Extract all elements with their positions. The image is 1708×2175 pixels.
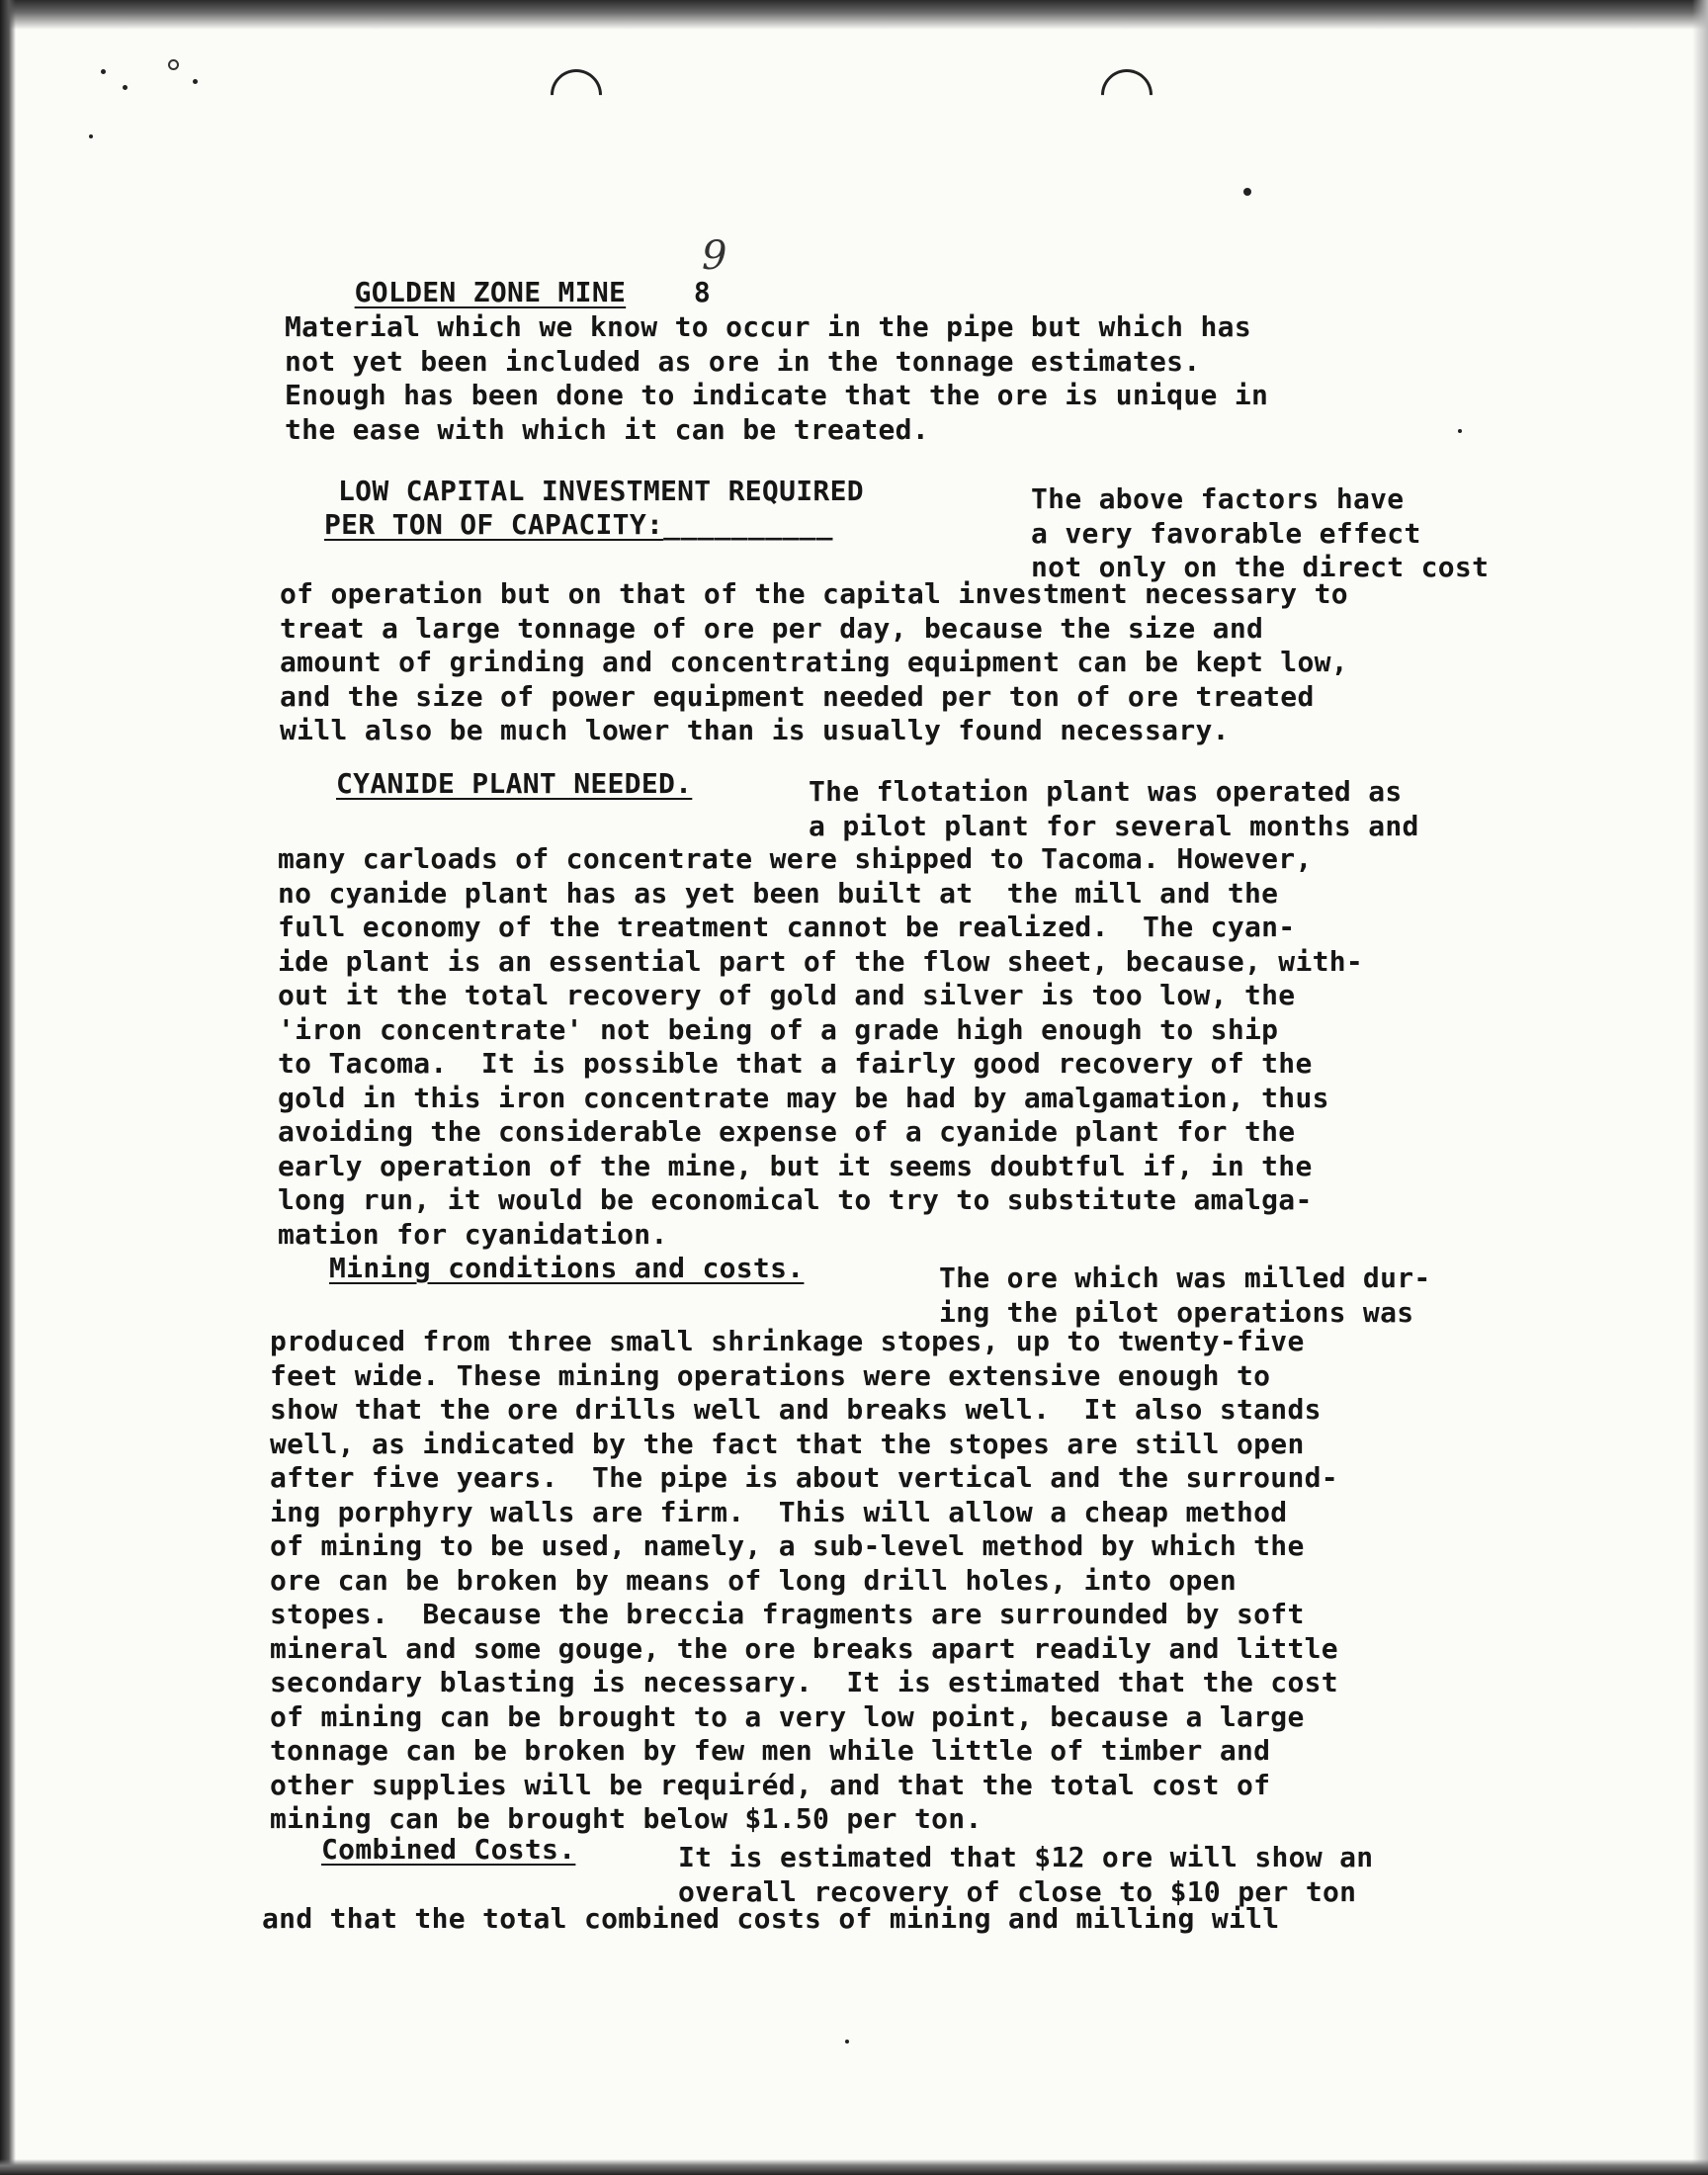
section-heading-capital-2: PER TON OF CAPACITY:__________ [324, 508, 833, 541]
document-title: GOLDEN ZONE MINE [354, 275, 627, 308]
section-side-text-combined [678, 1841, 1373, 1909]
section-heading-mining [329, 1252, 804, 1286]
text-line: a pilot plant for several months and [809, 809, 1419, 842]
section-heading-cyanide [336, 767, 692, 802]
text-line: no cyanide plant has as yet been built at the mill and the [278, 876, 1279, 910]
text-line: ide plant is an essential part of the flow sheet, because, with- [278, 944, 1364, 978]
scan-edge-left [0, 0, 16, 2175]
text-line: full economy of the treatment cannot be realized. The cyan- [278, 911, 1296, 943]
text-line: to Tacoma. It is possible that a fairly good recovery of the [278, 1047, 1313, 1080]
text-line: The flotation plant was operated as [809, 775, 1403, 808]
scan-speck [101, 69, 106, 74]
section-side-text-capital [1031, 482, 1489, 585]
text-line: long run, it would be economical to try to substitute amalga- [278, 1183, 1313, 1216]
text-line: overall recovery of close to $10 per ton [678, 1874, 1357, 1908]
text-line: mining can be brought below $1.50 per ton. [270, 1802, 982, 1835]
text-line: Material which we know to occur in the pipe but which has [285, 310, 1251, 343]
section-body-capital [280, 577, 1348, 748]
text-line: stopes. Because the breccia fragments are surrounded by soft [270, 1598, 1305, 1630]
text-line: Enough has been done to indicate that the ore is unique in [285, 379, 1269, 411]
heading-line: CYANIDE PLANT NEEDED. [336, 767, 693, 800]
text-line: ing the pilot operations was [939, 1295, 1414, 1329]
text-line: avoiding the considerable expense of a cyanide plant for the [278, 1115, 1296, 1148]
text-line: gold in this iron concentrate may be had by amalgamation, thus [278, 1081, 1329, 1114]
text-line: treat a large tonnage of ore per day, because the size and [280, 611, 1264, 645]
text-line: secondary blasting is necessary. It is estimated that the cost [270, 1666, 1338, 1698]
section-body-combined [262, 1902, 1279, 1937]
scan-speck [193, 79, 198, 84]
text-line: mineral and some gouge, the ore breaks apart readily and little [270, 1631, 1338, 1665]
text-line: It is estimated that $12 ore will show an [678, 1841, 1374, 1873]
intro-paragraph [285, 310, 1268, 447]
binder-hole-left [540, 58, 613, 131]
text-line: and the size of power equipment needed per ton of ore treated [280, 679, 1315, 713]
text-line: feet wide. These mining operations were extensive enough to [270, 1358, 1271, 1392]
text-line: early operation of the mine, but it seems doubtful if, in the [278, 1149, 1313, 1182]
section-heading-capital [338, 475, 864, 509]
section-side-text-cyanide [809, 775, 1419, 843]
text-line: produced from three small shrinkage stopes, up to twenty-five [270, 1325, 1305, 1357]
section-body-mining [270, 1325, 1338, 1837]
text-line: ore can be broken by means of long drill holes, into open [270, 1563, 1237, 1597]
text-line: not yet been included as ore in the tonnage estimates. [285, 344, 1201, 378]
scan-speck [123, 85, 128, 90]
section-heading-combined [321, 1833, 575, 1868]
handwritten-page-number: 9 [702, 233, 727, 279]
text-line: ing porphyry walls are firm. This will allow a cheap method [270, 1495, 1288, 1528]
scan-speck [1458, 429, 1462, 433]
binder-hole-right [1090, 58, 1163, 131]
heading-line: LOW CAPITAL INVESTMENT REQUIRED [338, 475, 864, 507]
text-line: well, as indicated by the fact that the stopes are still open [270, 1427, 1305, 1460]
text-line: other supplies will be requiréd, and that the total cost of [270, 1768, 1271, 1801]
text-line: The above factors have [1031, 482, 1405, 515]
scan-edge-right [1692, 0, 1708, 2175]
section-side-text-mining [939, 1262, 1431, 1330]
text-line: a very favorable effect [1031, 516, 1421, 550]
heading-line: PER TON OF CAPACITY: [324, 508, 664, 541]
section-body-cyanide [278, 842, 1363, 1252]
text-line: of mining can be brought to a very low point, because a large [270, 1699, 1305, 1733]
text-line: mation for cyanidation. [278, 1217, 668, 1251]
text-line: not only on the direct cost [1031, 551, 1490, 583]
text-line: The ore which was milled dur- [939, 1262, 1431, 1294]
text-line: show that the ore drills well and breaks well. It also stands [270, 1393, 1322, 1426]
scan-speck [845, 2040, 849, 2044]
text-line: amount of grinding and concentrating equipment can be kept low, [280, 646, 1348, 678]
scan-speck [89, 134, 93, 138]
scan-speck [1243, 188, 1251, 196]
text-line: of operation but on that of the capital investment necessary to [280, 577, 1348, 610]
text-line: tonnage can be broken by few men while little of timber and [270, 1734, 1271, 1767]
scan-speck [168, 59, 179, 70]
scan-edge-top [0, 0, 1708, 30]
text-line: out it the total recovery of gold and silver is too low, the [278, 979, 1296, 1011]
text-line: of mining to be used, namely, a sub-level method by which the [270, 1529, 1305, 1562]
typed-page-number: 8 [693, 275, 711, 308]
heading-line: Mining conditions and costs. [329, 1252, 805, 1284]
text-line: and that the total combined costs of mining and milling will [262, 1902, 1280, 1935]
text-line: the ease with which it can be treated. [285, 412, 929, 446]
text-line: will also be much lower than is usually found necessary. [280, 714, 1230, 746]
text-line: after five years. The pipe is about vertical and the surround- [270, 1461, 1338, 1494]
scan-edge-bottom [0, 2159, 1708, 2175]
text-line: 'iron concentrate' not being of a grade high enough to ship [278, 1012, 1279, 1046]
text-line: many carloads of concentrate were shipped to Tacoma. However, [278, 842, 1313, 875]
heading-line: Combined Costs. [321, 1833, 576, 1866]
